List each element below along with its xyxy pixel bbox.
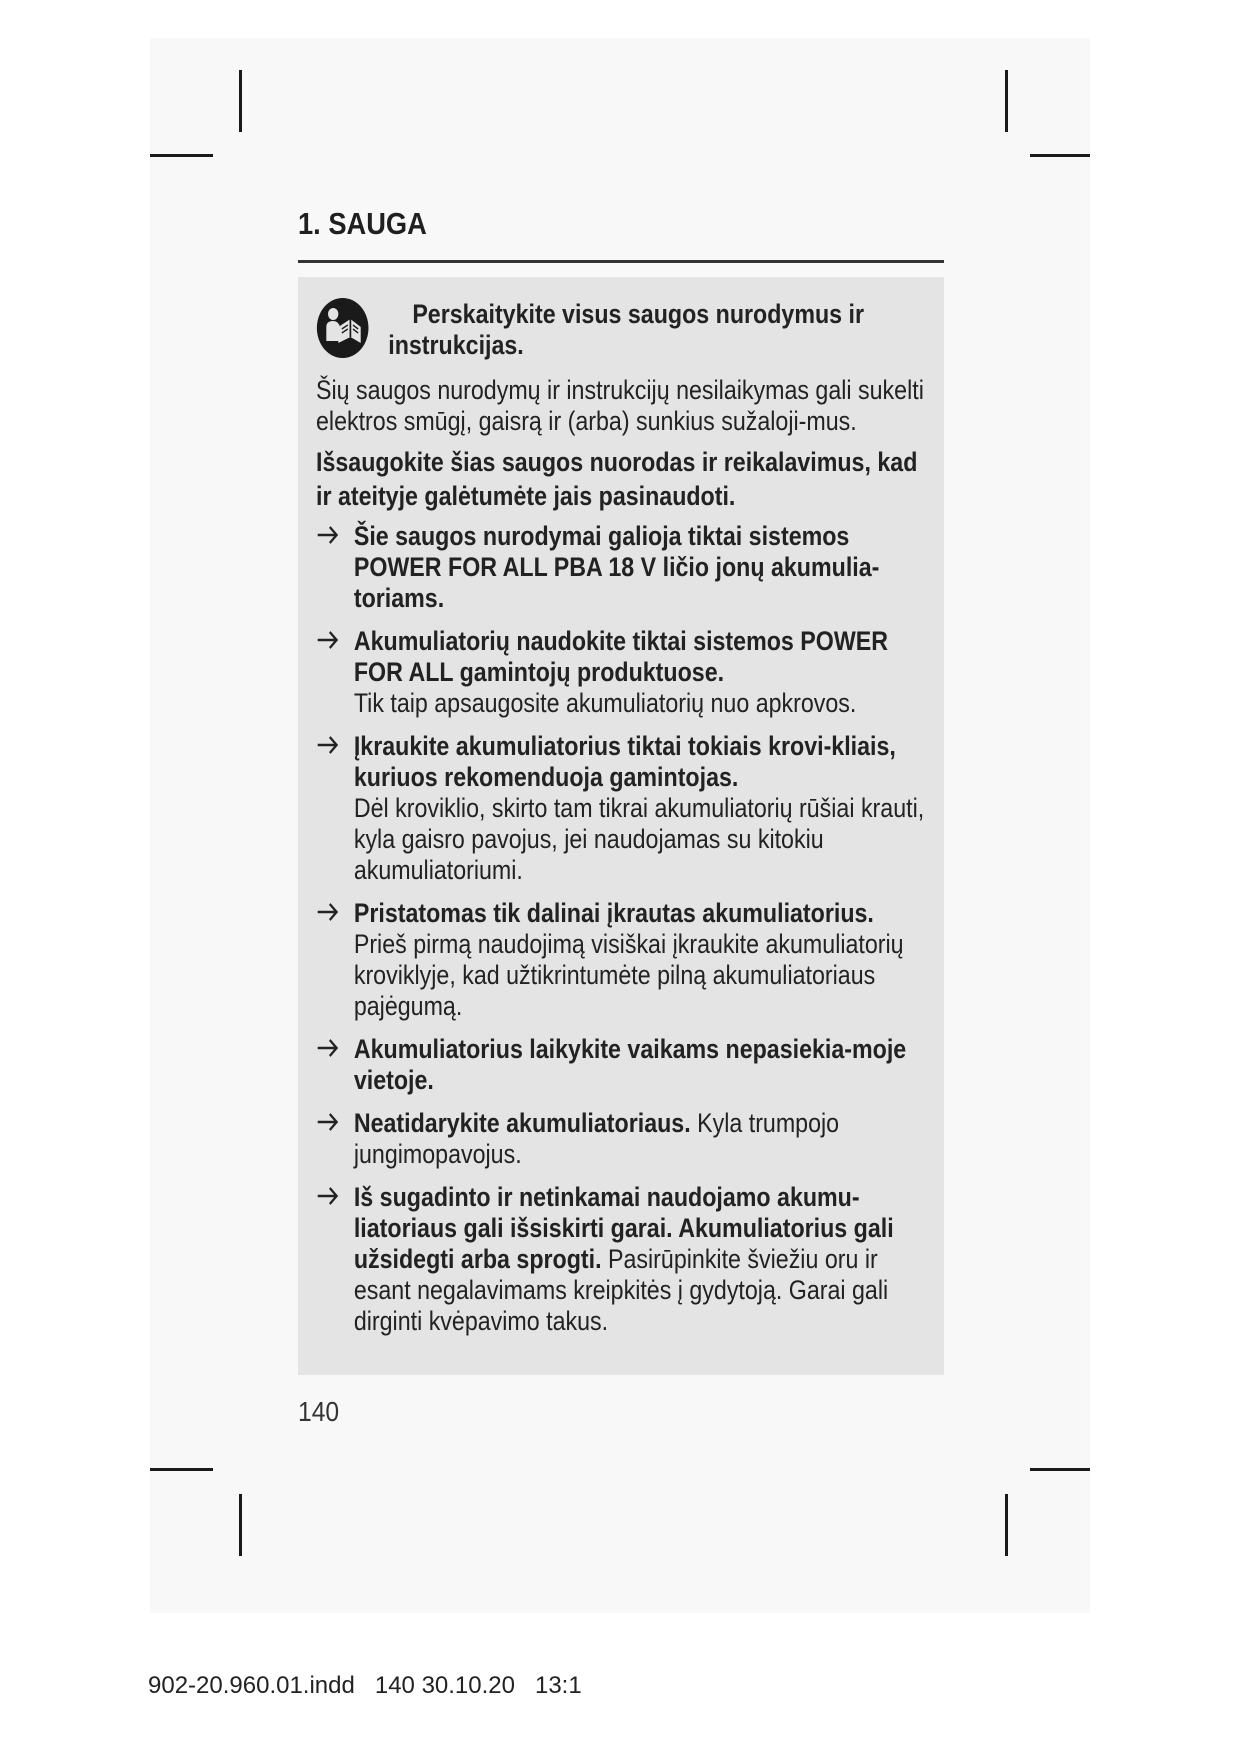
item-note-text: Dėl kroviklio, skirto tam tikrai akumuliatorių rūšiai krauti, kyla gaisro pavojus, jei naudojamas su kitokiu akumuliatoriumi.	[353, 793, 925, 885]
list-item	[316, 1034, 925, 1096]
keep-instructions-text: Išsaugokite šias saugos nuorodas ir reikalavimus, kad ir ateityje galėtumėte jais pasinaudoti.	[316, 447, 918, 511]
list-item	[316, 1182, 925, 1337]
item-inline-text: Kyla trumpojo jungimopavojus.	[353, 1108, 840, 1169]
item-bold-text: Pristatomas tik dalinai įkrautas akumuliatorius.	[353, 898, 874, 928]
item-note-text: Prieš pirmą naudojimą visiškai įkraukite akumuliatorių kroviklyje, kad užtikrintumėte pilną akumuliatoriaus pajėgumą.	[353, 929, 904, 1021]
crop-mark	[239, 70, 242, 132]
intro-row	[316, 295, 925, 361]
item-bold-text: Akumuliatorių naudokite tiktai sistemos POWER FOR ALL gamintojų produktuose.	[353, 626, 888, 687]
item-bold-text: Akumuliatorius laikykite vaikams nepasiekia-moje vietoje.	[353, 1034, 907, 1095]
arrow-right-icon	[316, 1111, 340, 1133]
arrow-right-icon	[316, 629, 340, 651]
item-bold-text: Neatidarykite akumuliatoriaus.	[353, 1108, 691, 1138]
item-bold-text: Šie saugos nurodymai galioja tiktai sistemos POWER FOR ALL PBA 18 V ličio jonų akumulia-toriams.	[353, 521, 880, 613]
list-item	[316, 1108, 925, 1170]
crop-mark	[150, 1468, 213, 1471]
safety-box	[298, 277, 944, 1375]
list-item	[316, 521, 925, 614]
item-note-text: Tik taip apsaugosite akumuliatorių nuo apkrovos.	[353, 688, 857, 718]
page-content	[298, 200, 944, 1375]
crop-mark	[1030, 1468, 1090, 1471]
item-inline-text: Pasirūpinkite šviežiu oru ir esant negalavimams kreipkitės į gydytoją. Garai gali dirginti kvėpavimo takus.	[353, 1244, 889, 1336]
arrow-right-icon	[316, 1185, 340, 1207]
list-item	[316, 898, 925, 1022]
item-bold-text: Įkraukite akumuliatorius tiktai tokiais krovi-kliais, kuriuos rekomenduoja gamintojas.	[353, 731, 896, 792]
read-manual-icon	[316, 297, 369, 359]
safety-list	[316, 521, 925, 1337]
list-item	[316, 731, 925, 886]
crop-mark	[150, 154, 213, 157]
crop-mark	[1005, 70, 1008, 132]
warning-text: Šių saugos nurodymų ir instrukcijų nesilaikymas gali sukelti elektros smūgį, gaisrą ir (arba) sunkius sužaloji-mus.	[316, 375, 924, 436]
arrow-right-icon	[316, 1037, 340, 1059]
crop-mark	[1005, 1494, 1008, 1556]
page-number: 140	[298, 1396, 340, 1427]
arrow-right-icon	[316, 901, 340, 923]
list-item	[316, 626, 925, 719]
title-rule	[298, 260, 944, 263]
intro-title: Perskaitykite visus saugos nurodymus ir instrukcijas.	[388, 299, 865, 360]
print-slug: 902-20.960.01.indd 140 30.10.20 13:1	[148, 1672, 582, 1699]
item-bold-text: Iš sugadinto ir netinkamai naudojamo akumu-liatoriaus gali išsiskirti garai. Akumuliatorius gali užsidegti arba sprogti.	[353, 1182, 894, 1274]
section-title: 1. SAUGA	[298, 206, 427, 241]
arrow-right-icon	[316, 734, 340, 756]
crop-mark	[1030, 154, 1090, 157]
crop-mark	[239, 1494, 242, 1556]
arrow-right-icon	[316, 524, 340, 546]
